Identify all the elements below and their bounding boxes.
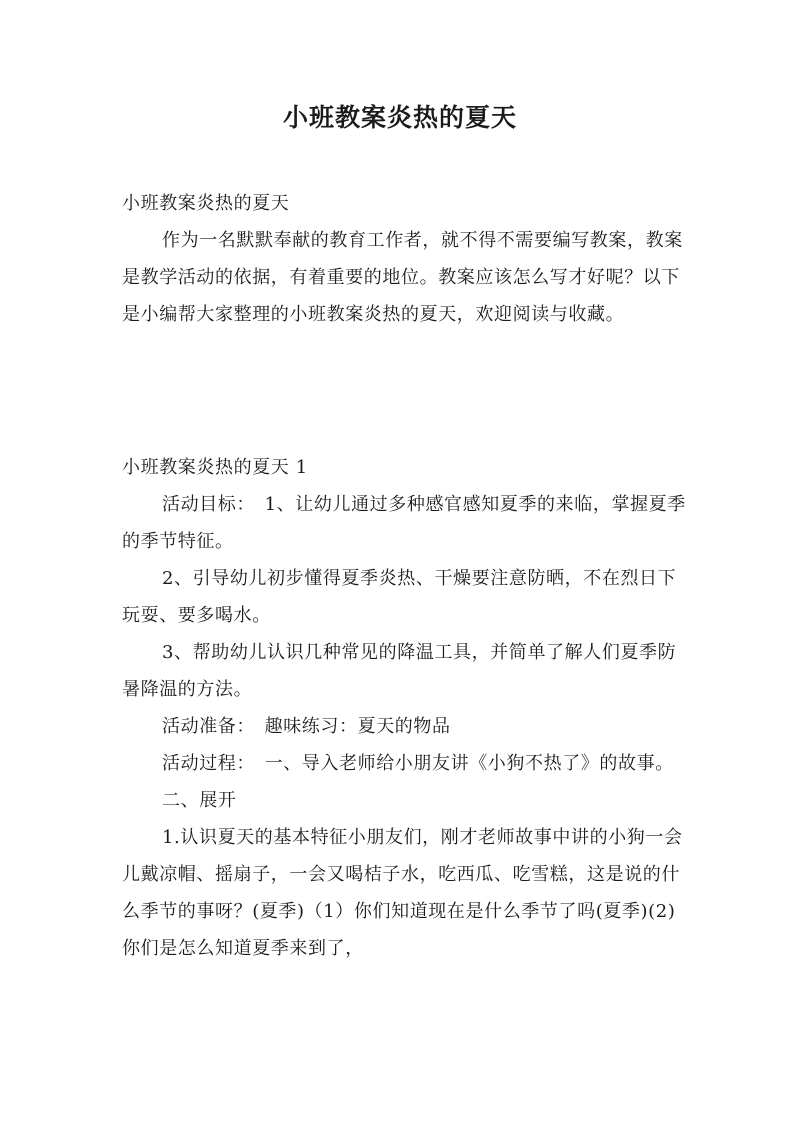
intro-paragraph: 作为一名默默奉献的教育工作者，就不得不需要编写教案，教案是教学活动的依据，有着重要的地位。教案应该怎么写才好呢？以下是小编帮大家整理的小班教案炎热的夏天，欢迎阅读与收藏。 (122, 230, 683, 325)
section-1-heading: 小班教案炎热的夏天 1 (122, 457, 308, 478)
document-title: 小班教案炎热的夏天 (282, 103, 517, 132)
paragraph-goal-3: 3、帮助幼儿认识几种常见的降温工具，并简单了解人们夏季防暑降温的方法。 (122, 642, 677, 700)
paragraph-summer-features: 1.认识夏天的基本特征小朋友们，刚才老师故事中讲的小狗一会儿戴凉帽、摇扇子，一会又喝桔子水，吃西瓜、吃雪糕，这是说的什么季节的事呀？(夏季)（1）你们知道现在是什么季节了吗(夏季)(2)你们是怎么知道夏季来到了， (122, 827, 683, 959)
paragraph-expand: 二、展开 (162, 790, 237, 811)
paragraph-activity-goal: 活动目标： 1、让幼儿通过多种感官感知夏季的来临，掌握夏季的季节特征。 (122, 494, 686, 552)
paragraph-preparation: 活动准备： 趣味练习：夏天的物品 (162, 716, 451, 737)
intro-section (122, 185, 690, 333)
section-1 (122, 449, 690, 967)
intro-heading: 小班教案炎热的夏天 (122, 193, 290, 214)
paragraph-goal-2: 2、引导幼儿初步懂得夏季炎热、干燥要注意防晒，不在烈日下玩耍、要多喝水。 (122, 568, 677, 626)
paragraph-process: 活动过程： 一、导入老师给小朋友讲《小狗不热了》的故事。 (162, 753, 674, 774)
